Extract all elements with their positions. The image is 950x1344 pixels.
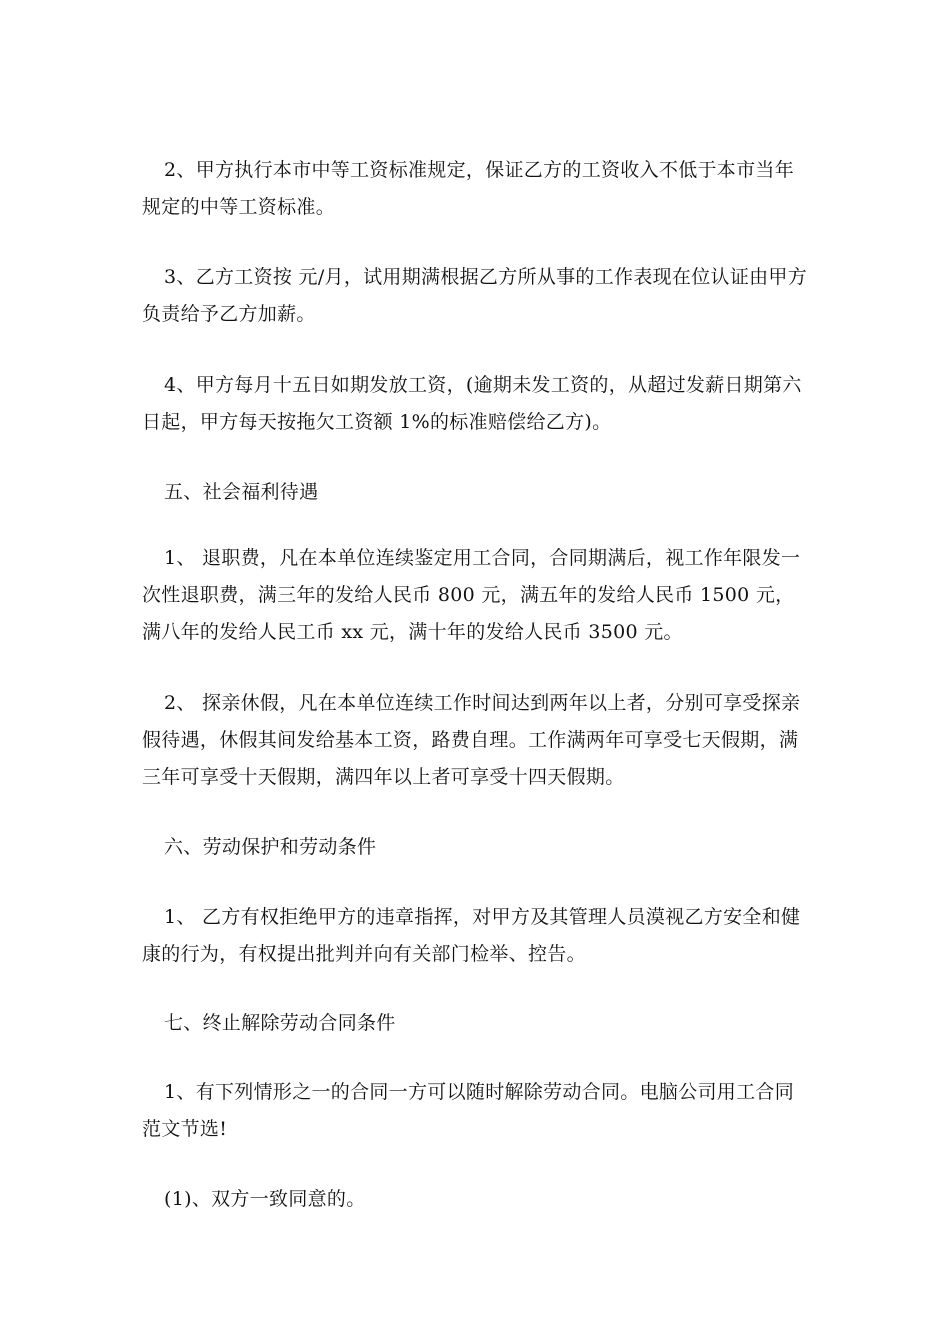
section-heading-termination: 七、终止解除劳动合同条件	[164, 1012, 396, 1034]
section-heading-labor-protection: 六、劳动保护和劳动条件	[164, 836, 377, 858]
paragraph-payment-date: 4、甲方每月十五日如期发放工资，(逾期未发工资的，从超过发薪日期第六日起，甲方每天按拖欠工资额 1%的标准赔偿给乙方)。	[142, 374, 802, 433]
paragraph-monthly-wage: 3、乙方工资按 元/月，试用期满根据乙方所从事的工作表现在位认证由甲方负责给予乙方加薪。	[142, 266, 808, 325]
paragraph-termination-conditions: 1、有下列情形之一的合同一方可以随时解除劳动合同。电脑公司用工合同范文节选!	[142, 1081, 794, 1140]
paragraph-mutual-agreement: (1)、双方一致同意的。	[164, 1188, 366, 1210]
paragraph-severance: 1、 退职费，凡在本单位连续鉴定用工合同，合同期满后，视工作年限发一次性退职费，满三年的发给人民币 800 元，满五年的发给人民币 1500 元，满八年的发给人民工币 xx 元，满十年的发给人民币 3500 元。	[142, 547, 801, 643]
section-heading-welfare: 五、社会福利待遇	[164, 481, 319, 503]
paragraph-right-to-refuse: 1、 乙方有权拒绝甲方的违章指挥，对甲方及其管理人员漠视乙方安全和健康的行为，有权提出批判并向有关部门检举、控告。	[142, 906, 801, 965]
paragraph-wage-standard: 2、甲方执行本市中等工资标准规定，保证乙方的工资收入不低于本市当年规定的中等工资标准。	[142, 159, 794, 218]
paragraph-home-leave: 2、 探亲休假，凡在本单位连续工作时间达到两年以上者，分别可享受探亲假待遇，休假其间发给基本工资，路费自理。工作满两年可享受七天假期，满三年可享受十天假期，满四年以上者可享受十四天假期。	[142, 692, 801, 788]
